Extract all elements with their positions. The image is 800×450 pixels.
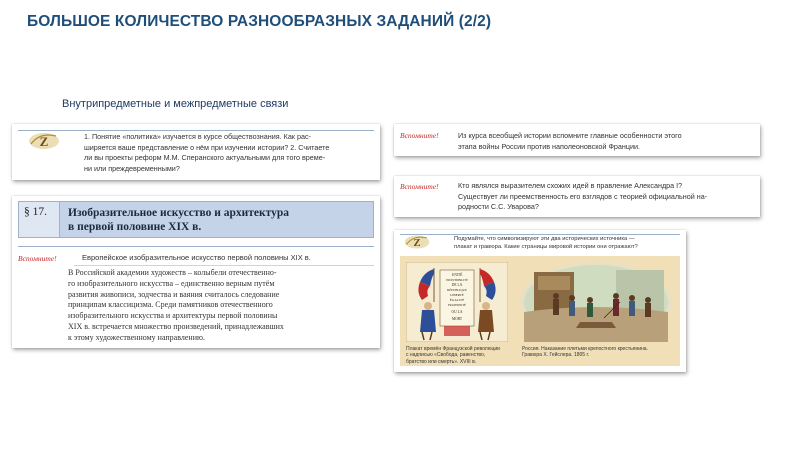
revolution-poster-image (406, 262, 508, 342)
remember-tag: Вспомните! (400, 131, 439, 140)
slide-title: БОЛЬШОЕ КОЛИЧЕСТВО РАЗНООБРАЗНЫХ ЗАДАНИЙ (2/2) (27, 13, 492, 30)
poster-inscription-line: DE LA (451, 283, 463, 287)
question-card (12, 124, 380, 180)
remember-tag: Вспомните! (18, 254, 57, 263)
remember-card-alexander (394, 176, 760, 217)
poster-inscription-line: UNITÉ (451, 273, 463, 277)
poster-inscription-line: RÉPUBLIQUE (447, 288, 467, 292)
section-17-card (12, 196, 380, 348)
section-title: Изобразительное искусство и архитектура в первой половине XIX в. (60, 201, 374, 238)
remember-text: Европейское изобразительное искусство первой половины XIX в. (82, 253, 311, 262)
svg-text:Z: Z (39, 134, 49, 149)
poster-inscription-line: MORT (451, 317, 463, 321)
remember-text: Из курса всеобщей истории вспомните главные особенности этого этапа войны России против наполеоновской Франции. (458, 131, 682, 151)
remember-text: Кто являлся выразителем схожих идей в правление Александра I? Существует ли преемственность его взглядов с теорией официальной на- родности С.С. Уварова? (458, 181, 708, 211)
section-header (18, 201, 374, 238)
section-body: В Российской академии художеств – колыбели отечественно- го изобразительного искусства – единственно верным путём развития живописи, зодчества и ваяния считалось следование принципам классицизма. Среди памятников отечественного изобразительного искусства и архитектуры первой половины XIX в. встречается множество произведений, принадлежавших к этому художественному направлению. (68, 268, 284, 342)
pictures-panel (400, 256, 680, 366)
slide-subtitle: Внутрипредметные и межпредметные связи (62, 98, 289, 110)
poster-caption: Плакат времён Французской революции с надписью «Свобода, равенство, братство или смерть». XVIII в. (406, 346, 500, 365)
poster-inscription-line: FRATERNITÉ (448, 303, 466, 307)
flogging-engraving-image (520, 262, 672, 342)
section-number: § 17. (18, 201, 60, 238)
remember-tag: Вспомните! (400, 182, 439, 191)
poster-inscription-line: ÉGALITÉ (449, 298, 465, 302)
poster-inscription-line: INDIVISIBILITÉ (446, 278, 468, 282)
textbook-logo-icon (402, 233, 432, 251)
svg-text:Z: Z (413, 238, 421, 250)
remember-card-war (394, 124, 760, 156)
engraving-caption: Россия. Наказание плетьми крепостного крестьянина. Гравюра Х. Гейслера. 1805 г. (522, 346, 648, 359)
poster-inscription-line: LIBERTÉ (450, 293, 464, 297)
pictures-card (394, 230, 686, 372)
textbook-logo-icon (26, 130, 62, 152)
pictures-question: Подумайте, что символизируют эти два исторических источника — плакат и гравюра. Какие страницы мировой истории они отражают? (454, 236, 638, 250)
question-text: 1. Понятие «политика» изучается в курсе обществознания. Как рас- ширяется ваше представление о нём при изучении истории? 2. Считаете ли вы проекты реформ М.М. Сперанского актуальными для того време- ни или преждевременными? (84, 132, 330, 173)
poster-inscription-line: OU LA (451, 310, 463, 314)
